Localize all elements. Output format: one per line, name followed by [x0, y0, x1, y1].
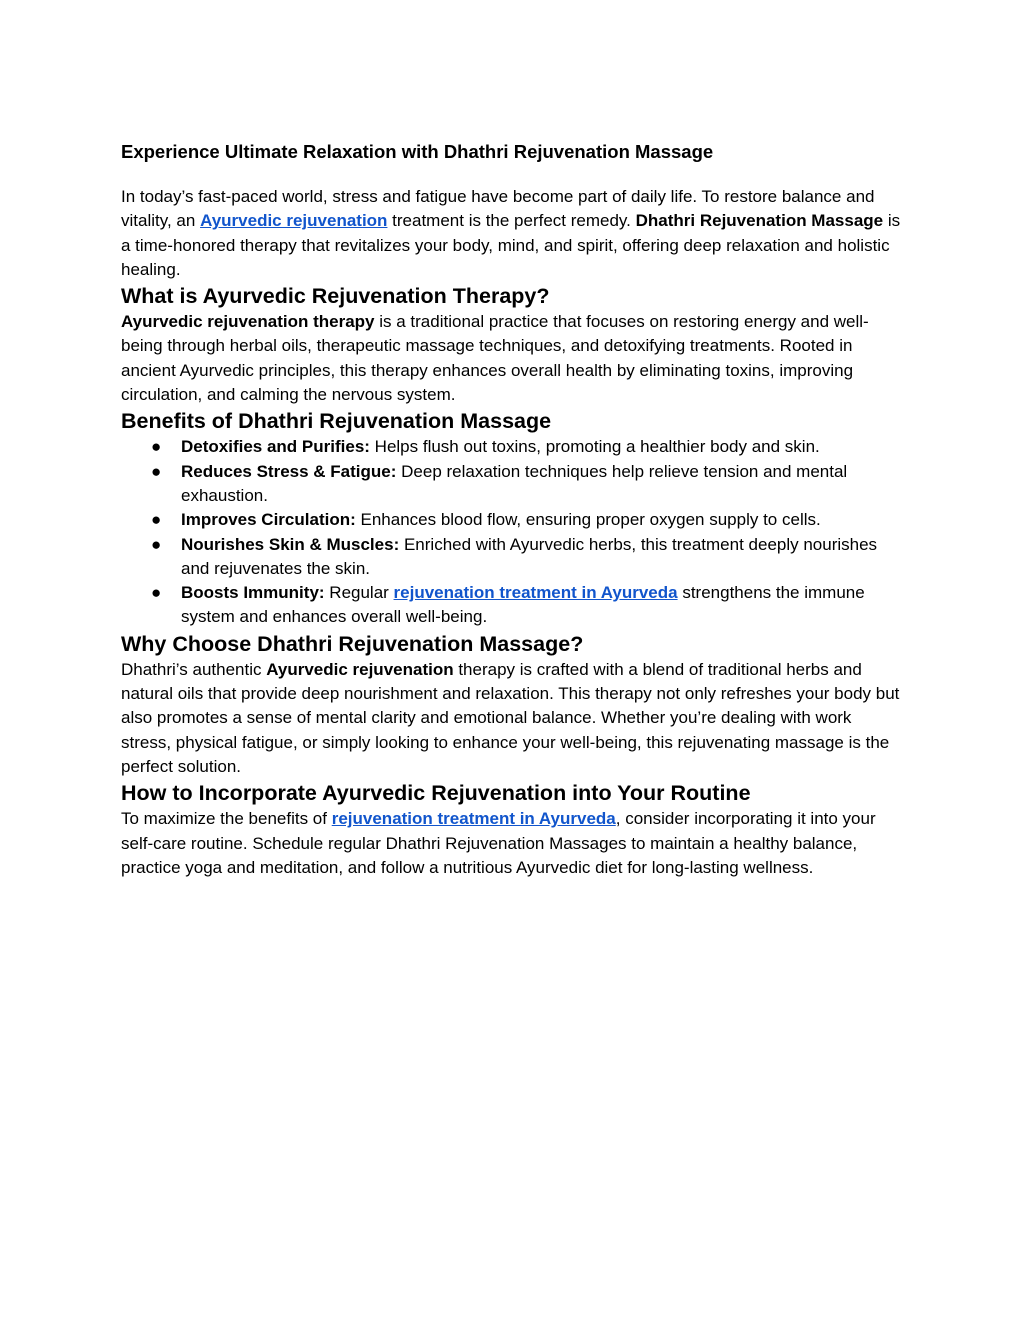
benefit-label: Improves Circulation: [181, 510, 356, 530]
list-item [121, 435, 904, 459]
section-4-heading: How to Incorporate Ayurvedic Rejuvenation into Your Routine [121, 781, 751, 806]
section-3-text-1: Dhathri’s authentic [121, 659, 267, 679]
section-3-text-2: therapy is crafted with a blend of traditional herbs and natural oils that provide deep nourishment and relaxation. This therapy not only refreshes your body but also promotes a sense of mental clarity and emotional balance. Whether you’re dealing with work stress, physical fatigue, or simply looking to enhance your well-being, this rejuvenating massage is the perfect solution. [121, 659, 900, 776]
benefit-label: Nourishes Skin & Muscles: [181, 534, 400, 554]
intro-bold: Dhathri Rejuvenation Massage [635, 211, 884, 231]
section-1-paragraph [121, 310, 904, 407]
section-2-heading: Benefits of Dhathri Rejuvenation Massage [121, 409, 552, 434]
benefit-label: Reduces Stress & Fatigue: [181, 461, 397, 481]
benefit-text: Deep relaxation techniques help relieve tension and mental exhaustion. [181, 461, 848, 505]
section-1-text: is a traditional practice that focuses on restoring energy and well-being through herbal oils, therapeutic massage techniques, and detoxifying treatments. Rooted in ancient Ayurvedic principles, this therapy enhances overall health by eliminating toxins, improving circulation, and calming the nervous system. [121, 312, 869, 405]
bullet-icon: ● [151, 510, 162, 530]
intro-text-2: treatment is the perfect remedy. [387, 211, 636, 231]
section-1-bold: Ayurvedic rejuvenation therapy [121, 312, 375, 332]
benefit-text: Enriched with Ayurvedic herbs, this treatment deeply nourishes and rejuvenates the skin. [181, 534, 878, 578]
bullet-icon: ● [151, 534, 162, 554]
section-3-paragraph [121, 658, 904, 779]
section-4-text-1: To maximize the benefits of [121, 809, 332, 829]
bullet-icon: ● [151, 437, 162, 457]
list-item [121, 508, 904, 532]
ayurvedic-rejuvenation-link[interactable]: Ayurvedic rejuvenation [200, 211, 388, 231]
rejuvenation-treatment-link-2[interactable]: rejuvenation treatment in Ayurveda [331, 809, 616, 829]
document-title: Experience Ultimate Relaxation with Dhathri Rejuvenation Massage [121, 141, 714, 162]
section-4-paragraph [121, 807, 904, 880]
section-1-heading: What is Ayurvedic Rejuvenation Therapy? [121, 284, 550, 309]
benefit-label: Detoxifies and Purifies: [181, 437, 370, 457]
benefit-text: Helps flush out toxins, promoting a healthier body and skin. [369, 437, 820, 457]
list-item [121, 460, 904, 509]
list-item [121, 533, 904, 582]
section-4-text-2: , consider incorporating it into your self-care routine. Schedule regular Dhathri Rejuvenation Massages to maintain a healthy balance, practice yoga and meditation, and follow a nutritious Ayurvedic diet for long-lasting wellness. [121, 809, 876, 877]
benefit-text: Enhances blood flow, ensuring proper oxygen supply to cells. [355, 510, 821, 530]
intro-paragraph [121, 185, 904, 282]
intro-text-3: is a time-honored therapy that revitalizes your body, mind, and spirit, offering deep relaxation and holistic healing. [121, 211, 901, 279]
benefit-label: Boosts Immunity: [181, 583, 325, 603]
section-3-heading: Why Choose Dhathri Rejuvenation Massage? [121, 631, 584, 656]
bullet-icon: ● [151, 583, 162, 603]
bullet-icon: ● [151, 461, 162, 481]
list-item [121, 581, 904, 630]
benefit-text-2: strengthens the immune system and enhances overall well-being. [181, 583, 865, 627]
benefits-list [121, 435, 904, 629]
intro-text-1: In today’s fast-paced world, stress and fatigue have become part of daily life. To restore balance and vitality, an [121, 187, 875, 231]
section-3-bold: Ayurvedic rejuvenation [266, 659, 454, 679]
benefit-text: Regular [324, 583, 394, 603]
rejuvenation-treatment-link[interactable]: rejuvenation treatment in Ayurveda [393, 583, 678, 603]
